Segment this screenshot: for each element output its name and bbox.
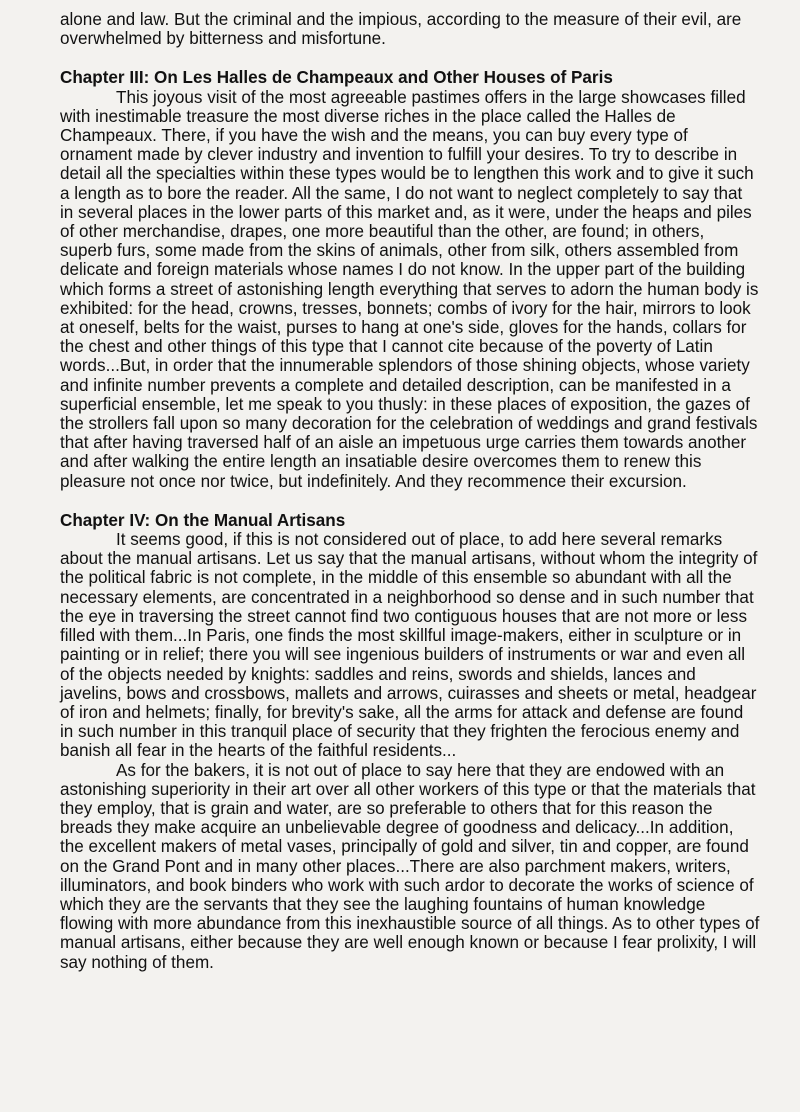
- chapter-4-paragraph-1: It seems good, if this is not considered out of place, to add here several remarks about the manual artisans. Let us say that the manual artisans, without whom the integrity of the political fabric is not complete, in the middle of this ensemble so abundant with all the necessary elements, are concentrated in a neighborhood so dense and in such number that the eye in traversing the street cannot find two contiguous houses that are not more or less filled with them...In Paris, one finds the most skillful image-makers, either in sculpture or in painting or in relief; there you will see ingenious builders of instruments or war and even all of the objects needed by knights: saddles and reins, swords and shields, lances and javelins, bows and crossbows, mallets and arrows, cuirasses and sheets or metal, headgear of iron and helmets; finally, for brevity's sake, all the arms for attack and defense are found in such number in this tranquil place of security that they frighten the ferocious enemy and banish all fear in the hearts of the faithful residents...: [60, 530, 758, 761]
- chapter-3-paragraph-1: This joyous visit of the most agreeable pastimes offers in the large showcases filled with inestimable treasure the most diverse riches in the place called the Halles de Champeaux. There, if you have the wish and the means, you can buy every type of ornament made by clever industry and invention to fulfill your desires. To try to describe in detail all the specialties within these types would be to lengthen this work and to give it such a length as to bore the reader. All the same, I do not want to neglect completely to say that in several places in the lower parts of this market and, as it were, under the heaps and piles of other merchandise, drapes, one more beautiful than the other, are found; in others, superb furs, some made from the skins of animals, other from silk, others assembled from delicate and foreign materials whose names I do not know. In the upper part of the building which forms a street of astonishing length everything that serves to adorn the human body is exhibited: for the head, crowns, tresses, bonnets; combs of ivory for the hair, mirrors to look at oneself, belts for the waist, purses to hang at one's side, gloves for the hands, collars for the chest and other things of this type that I cannot cite because of the poverty of Latin words...But, in order that the innumerable splendors of those shining objects, whose variety and infinite number prevents a complete and detailed description, can be manifested in a superficial ensemble, let me speak to you thusly: in these places of exposition, the gazes of the strollers fall upon so many decoration for the celebration of weddings and grand festivals that after having traversed half of an aisle an impetuous urge carries them towards another and after walking the entire length an insatiable desire overcomes them to renew this pleasure not once nor twice, but indefinitely. And they recommence their excursion.: [60, 87, 759, 491]
- chapter-4-heading: Chapter IV: On the Manual Artisans: [60, 510, 346, 530]
- chapter-3-heading: Chapter III: On Les Halles de Champeaux and Other Houses of Paris: [60, 68, 613, 88]
- chapter-4-paragraph-2: As for the bakers, it is not out of place to say here that they are endowed with an astonishing superiority in their art over all other workers of this type or that the materials that they employ, that is grain and water, are so preferable to others that for this reason the breads they make acquire an unbelievable degree of goodness and delicacy...In addition, the excellent makers of metal vases, principally of gold and silver, tin and copper, are found on the Grand Pont and in many other places...There are also parchment makers, writers, illuminators, and book binders who work with such ardor to decorate the works of science of which they are the servants that they see the laughing fountains of human knowledge flowing with more abundance from this inexhaustible source of all things. As to other types of manual artisans, either because they are well enough known or because I fear prolixity, I will say nothing of them.: [60, 760, 760, 972]
- opening-paragraph: alone and law. But the criminal and the impious, according to the measure of their evil, are overwhelmed by bitterness and misfortune.: [60, 10, 742, 49]
